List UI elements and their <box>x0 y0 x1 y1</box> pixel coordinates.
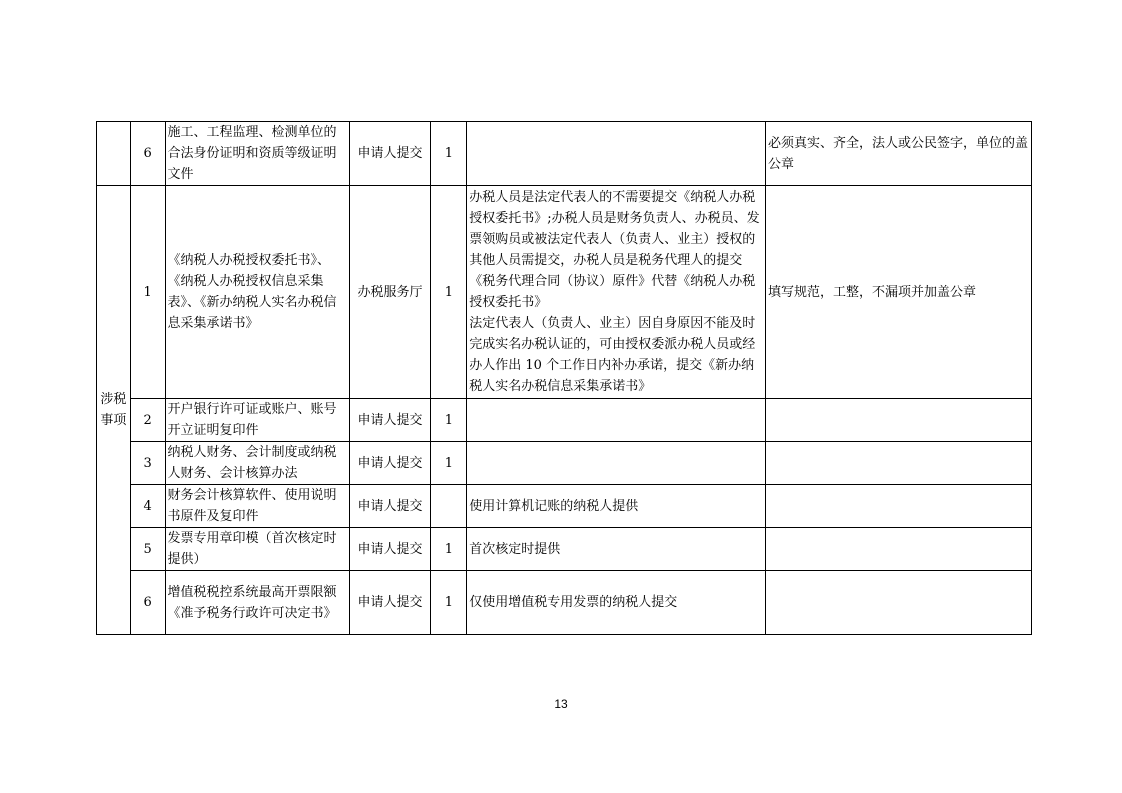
material-source: 办税服务厅 <box>349 186 431 399</box>
table-row <box>97 571 1032 635</box>
table-row <box>97 528 1032 571</box>
material-name: 发票专用章印模（首次核定时提供） <box>165 528 349 571</box>
material-quantity: 1 <box>431 571 467 635</box>
material-source: 申请人提交 <box>349 528 431 571</box>
row-number: 3 <box>130 442 165 485</box>
material-note <box>467 442 766 485</box>
material-quantity: 1 <box>431 399 467 442</box>
category-cell <box>97 186 131 635</box>
table-row <box>97 485 1032 528</box>
material-requirement: 必须真实、齐全，法人或公民签字，单位的盖公章 <box>765 122 1031 186</box>
note-paragraph: 法定代表人（负责人、业主）因自身原因不能及时完成实名办税认证的，可由授权委派办税人员或经办人作出 10 个工作日内补办承诺，提交《新办纳税人实名办税信息采集承诺书》 <box>469 316 756 394</box>
material-requirement <box>765 571 1031 635</box>
material-name: 增值税税控系统最高开票限额《准予税务行政许可决定书》 <box>165 571 349 635</box>
material-source: 申请人提交 <box>349 485 431 528</box>
material-quantity <box>431 485 467 528</box>
category-cell-empty <box>97 122 131 186</box>
page-number: 13 <box>554 697 568 711</box>
material-name: 《纳税人办税授权委托书》、《纳税人办税授权信息采集表》、《新办纳税人实名办税信息采集承诺书》 <box>165 186 349 399</box>
table-row <box>97 122 1032 186</box>
material-name: 纳税人财务、会计制度或纳税人财务、会计核算办法 <box>165 442 349 485</box>
row-number: 2 <box>130 399 165 442</box>
material-source: 申请人提交 <box>349 122 431 186</box>
material-note <box>467 186 766 399</box>
material-note <box>467 399 766 442</box>
material-source: 申请人提交 <box>349 571 431 635</box>
row-number: 6 <box>130 122 165 186</box>
material-note: 使用计算机记账的纳税人提供 <box>467 485 766 528</box>
table-row <box>97 399 1032 442</box>
material-note: 仅使用增值税专用发票的纳税人提交 <box>467 571 766 635</box>
requirements-table <box>96 121 1032 635</box>
table-row <box>97 186 1032 399</box>
material-note <box>467 122 766 186</box>
material-requirement <box>765 442 1031 485</box>
material-name: 开户银行许可证或账户、账号开立证明复印件 <box>165 399 349 442</box>
table-row <box>97 442 1032 485</box>
row-number: 4 <box>130 485 165 528</box>
row-number: 5 <box>130 528 165 571</box>
row-number: 1 <box>130 186 165 399</box>
material-quantity: 1 <box>431 442 467 485</box>
material-requirement <box>765 399 1031 442</box>
material-note: 首次核定时提供 <box>467 528 766 571</box>
material-quantity: 1 <box>431 122 467 186</box>
material-name: 施工、工程监理、检测单位的合法身份证明和资质等级证明文件 <box>165 122 349 186</box>
note-paragraph: 办税人员是法定代表人的不需要提交《纳税人办税授权委托书》;办税人员是财务负责人、办税员、发票领购员或被法定代表人（负责人、业主）授权的其他人员需提交，办税人员是税务代理人的提交《税务代理合同（协议）原件》代替《纳税人办税授权委托书》 <box>469 190 760 310</box>
material-requirement <box>765 528 1031 571</box>
material-quantity: 1 <box>431 186 467 399</box>
material-requirement: 填写规范，工整，不漏项并加盖公章 <box>765 186 1031 399</box>
material-requirement <box>765 485 1031 528</box>
material-name: 财务会计核算软件、使用说明书原件及复印件 <box>165 485 349 528</box>
material-quantity: 1 <box>431 528 467 571</box>
row-number: 6 <box>130 571 165 635</box>
material-source: 申请人提交 <box>349 399 431 442</box>
material-source: 申请人提交 <box>349 442 431 485</box>
category-label: 涉税事项 <box>100 392 127 428</box>
